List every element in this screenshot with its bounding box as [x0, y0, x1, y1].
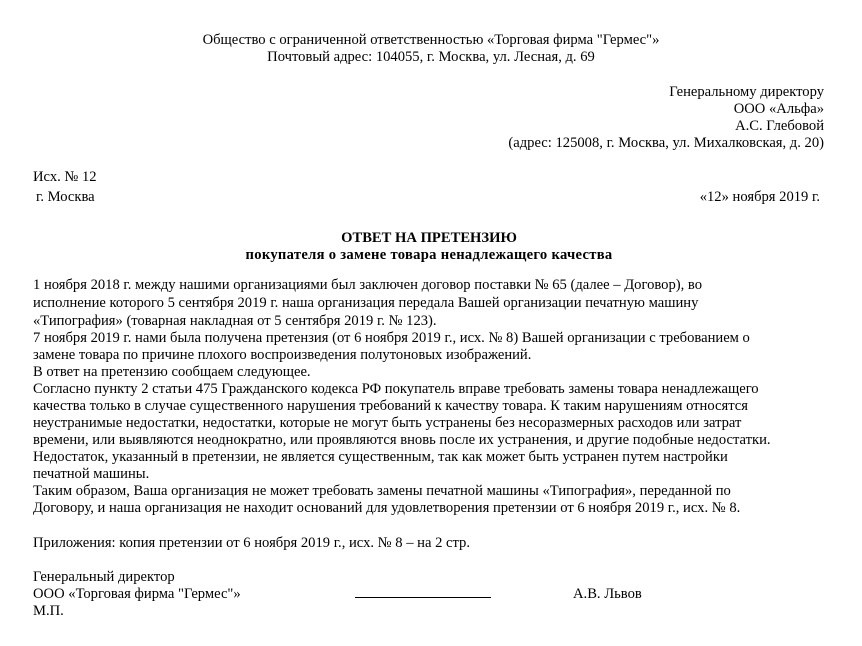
- body-line: 7 ноября 2019 г. нами была получена претензия (от 6 ноября 2019 г., исх. № 8) Вашей организации с требованием о: [33, 330, 750, 346]
- body-line: неустранимые недостатки, недостатки, которые не могут быть устранены без несоразмерных расходов или затрат: [33, 415, 742, 431]
- sender-postal-address: Почтовый адрес: 104055, г. Москва, ул. Лесная, д. 69: [267, 49, 595, 65]
- signature-line: [355, 597, 491, 598]
- document-title: ОТВЕТ НА ПРЕТЕНЗИЮ: [341, 230, 517, 246]
- signatory-organization: ООО «Торговая фирма "Гермес"»: [33, 586, 241, 602]
- signatory-name: А.В. Львов: [573, 586, 642, 602]
- recipient-address: (адрес: 125008, г. Москва, ул. Михалковская, д. 20): [508, 135, 824, 151]
- body-line: Недостаток, указанный в претензии, не является существенным, так как может быть устранен путем настройки: [33, 449, 728, 465]
- stamp-placeholder: М.П.: [33, 603, 64, 619]
- body-line: исполнение которого 5 сентября 2019 г. наша организация передала Вашей организации печатную машину: [33, 295, 699, 311]
- body-line: печатной машины.: [33, 466, 150, 482]
- outgoing-number: Исх. № 12: [33, 169, 97, 185]
- signatory-position: Генеральный директор: [33, 569, 175, 585]
- attachments-note: Приложения: копия претензии от 6 ноября 2019 г., исх. № 8 – на 2 стр.: [33, 535, 471, 551]
- body-line: времени, или выявляются неоднократно, или проявляются вновь после их устранения, и другие подобные недостатки.: [33, 432, 771, 448]
- body-line: Таким образом, Ваша организация не может требовать замены печатной машины «Типография», переданной по: [33, 483, 731, 499]
- body-line: замене товара по причине плохого воспроизведения полутоновых изображений.: [33, 347, 532, 363]
- recipient-name: А.С. Глебовой: [735, 118, 824, 134]
- body-line: Договору, и наша организация не находит оснований для удовлетворения претензии от 6 ноября 2019 г., исх. № 8.: [33, 500, 741, 516]
- recipient-position: Генеральному директору: [669, 84, 824, 100]
- letter-city: г. Москва: [36, 189, 95, 205]
- body-line: 1 ноября 2018 г. между нашими организациями был заключен договор поставки № 65 (далее – Договор), во: [33, 277, 703, 293]
- body-line: В ответ на претензию сообщаем следующее.: [33, 364, 311, 380]
- body-line: Согласно пункту 2 статьи 475 Гражданского кодекса РФ покупатель вправе требовать замены товара ненадлежащего: [33, 381, 759, 397]
- recipient-organization: ООО «Альфа»: [733, 101, 824, 117]
- letter-date: «12» ноября 2019 г.: [699, 189, 820, 205]
- document-subtitle: покупателя о замене товара ненадлежащего качества: [245, 247, 613, 263]
- body-line: качества только в случае существенного нарушения требований к качеству товара. К таким нарушениям относятся: [33, 398, 748, 414]
- body-line: «Типография» (товарная накладная от 5 сентября 2019 г. № 123).: [33, 313, 437, 329]
- sender-company: Общество с ограниченной ответственностью «Торговая фирма "Гермес"»: [202, 32, 660, 48]
